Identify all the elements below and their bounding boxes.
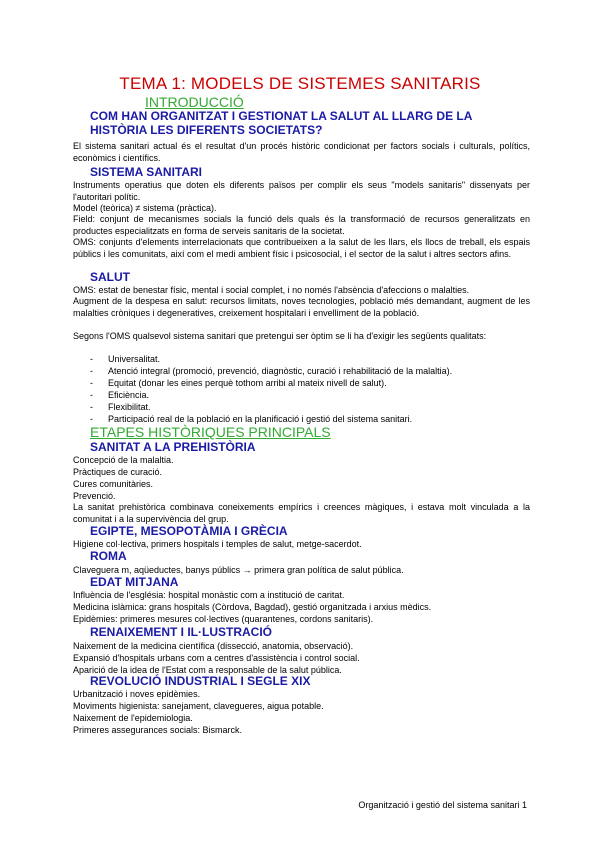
revolucio-line: Naixement de l'epidemiologia. — [73, 713, 193, 723]
revolucio-line: Moviments higienista: sanejament, clavegueres, aigua potable. — [73, 701, 324, 711]
roma-line: Claveguera m, aqüeductes, banys públics → primera gran política de salut pública. — [73, 565, 404, 575]
edat-line: Epidèmies: primeres mesures col·lectives (quarantenes, cordons sanitaris). — [73, 614, 374, 624]
edat-line: Influència de l'església: hospital monàstic com a institució de caritat. — [73, 590, 345, 600]
egipte-line: Higiene col·lectiva, primers hospitals i temples de salut, metge-sacerdot. — [73, 539, 362, 549]
question-line-1: COM HAN ORGANITZAT I GESTIONAT LA SALUT AL LLARG DE LA — [90, 109, 473, 123]
section-heading-salut: SALUT — [90, 270, 130, 284]
bullet-dash: - — [90, 378, 93, 388]
question-line-2: HISTÒRIA LES DIFERENTS SOCIETATS? — [90, 123, 323, 137]
sistema-paragraph-2: Model (teòrica) ≠ sistema (pràctica). — [73, 203, 217, 213]
section-heading-revolucio: REVOLUCIÓ INDUSTRIAL I SEGLE XIX — [90, 674, 311, 688]
list-item-text: Equitat (donar les eines perquè tothom arribi al mateix nivell de salut). — [108, 378, 387, 388]
bullet-dash: - — [90, 414, 93, 424]
revolucio-line: Primeres assegurances socials: Bismarck. — [73, 725, 243, 735]
page-footer: Organització i gestió del sistema sanitari 1 — [358, 800, 527, 810]
intro-heading: INTRODUCCIÓ — [145, 94, 244, 110]
salut-paragraph-2: Augment de la despesa en salut: recursos limitats, noves tecnologies, població més demandant, augment de les malalties cròniques i degeneratives, creixement hospitalari i envelliment de la població. — [73, 296, 530, 318]
list-item-text: Participació real de la població en la planificació i gestió del sistema sanitari. — [108, 414, 413, 424]
bullet-dash: - — [90, 402, 93, 412]
section-heading-roma: ROMA — [90, 549, 127, 563]
section-heading-sistema: SISTEMA SANITARI — [90, 165, 203, 179]
prehistoria-paragraph: La sanitat prehistòrica combinava coneixements empírics i creences màgiques, i estava molt vinculada a la comunitat i a la supervivència del grup. — [73, 502, 530, 524]
prehistoria-line: Cures comunitàries. — [73, 479, 154, 489]
prehistoria-line: Prevenció. — [73, 491, 116, 501]
sistema-paragraph-1: Instruments operatius que doten els diferents països per complir els seus "models sanitaris" dissenyats per l'autoritari polític. — [73, 180, 530, 202]
section-heading-edat-mitjana: EDAT MITJANA — [90, 575, 179, 589]
sistema-paragraph-3: Field: conjunt de mecanismes socials la funció dels quals és la transformació de recursos generalitzats en productes especialitzats en forma de serveis sanitaris de la societat. — [73, 214, 530, 236]
bullet-dash: - — [90, 354, 93, 364]
etapes-heading: ETAPES HISTÒRIQUES PRINCIPALS — [90, 424, 331, 440]
sistema-paragraph-4: OMS: conjunts d'elements interrelacionats que contribueixen a la salut de les llars, els llocs de treball, els espais públics i les comunitats, així com el medi ambient físic i psicosocial, i el sector de la salut i altres sectors afins. — [73, 237, 530, 259]
intro-paragraph: El sistema sanitari actual és el resultat d'un procés històric condicionat per factors socials i culturals, polítics, econòmics i científics. — [73, 141, 530, 163]
salut-paragraph-3: Segons l'OMS qualsevol sistema sanitari que pretengui ser òptim se li ha d'exigir les següents qualitats: — [73, 331, 487, 341]
list-item-text: Eficiència. — [108, 390, 150, 400]
prehistoria-line: Pràctiques de curació. — [73, 467, 163, 477]
list-item-text: Flexibilitat. — [108, 402, 151, 412]
section-heading-renaixement: RENAIXEMENT I IL·LUSTRACIÓ — [90, 625, 272, 639]
document-title: TEMA 1: MODELS DE SISTEMES SANITARIS — [119, 74, 481, 93]
bullet-dash: - — [90, 390, 93, 400]
renaixement-line: Naixement de la medicina científica (dissecció, anatomia, observació). — [73, 641, 354, 651]
bullet-dash: - — [90, 366, 93, 376]
guiding-question — [90, 109, 527, 137]
list-item-text: Atenció integral (promoció, prevenció, diagnòstic, curació i rehabilitació de la malaltia). — [108, 366, 453, 376]
section-heading-prehistoria: SANITAT A LA PREHISTÒRIA — [90, 440, 256, 454]
renaixement-line: Aparició de la idea de l'Estat com a responsable de la salut pública. — [73, 665, 342, 675]
revolucio-line: Urbanització i noves epidèmies. — [73, 689, 201, 699]
salut-paragraph-1: OMS: estat de benestar físic, mental i social complet, i no només l'absència d'afeccions o malalties. — [73, 285, 470, 295]
section-heading-egipte: EGIPTE, MESOPOTÀMIA I GRÈCIA — [90, 524, 288, 538]
list-item-text: Universalitat. — [108, 354, 161, 364]
edat-line: Medicina islàmica: grans hospitals (Còrdova, Bagdad), gestió organitzada i arxius mèdics. — [73, 602, 432, 612]
prehistoria-line: Concepció de la malaltia. — [73, 455, 174, 465]
renaixement-line: Expansió d'hospitals urbans com a centres d'assistència i control social. — [73, 653, 360, 663]
